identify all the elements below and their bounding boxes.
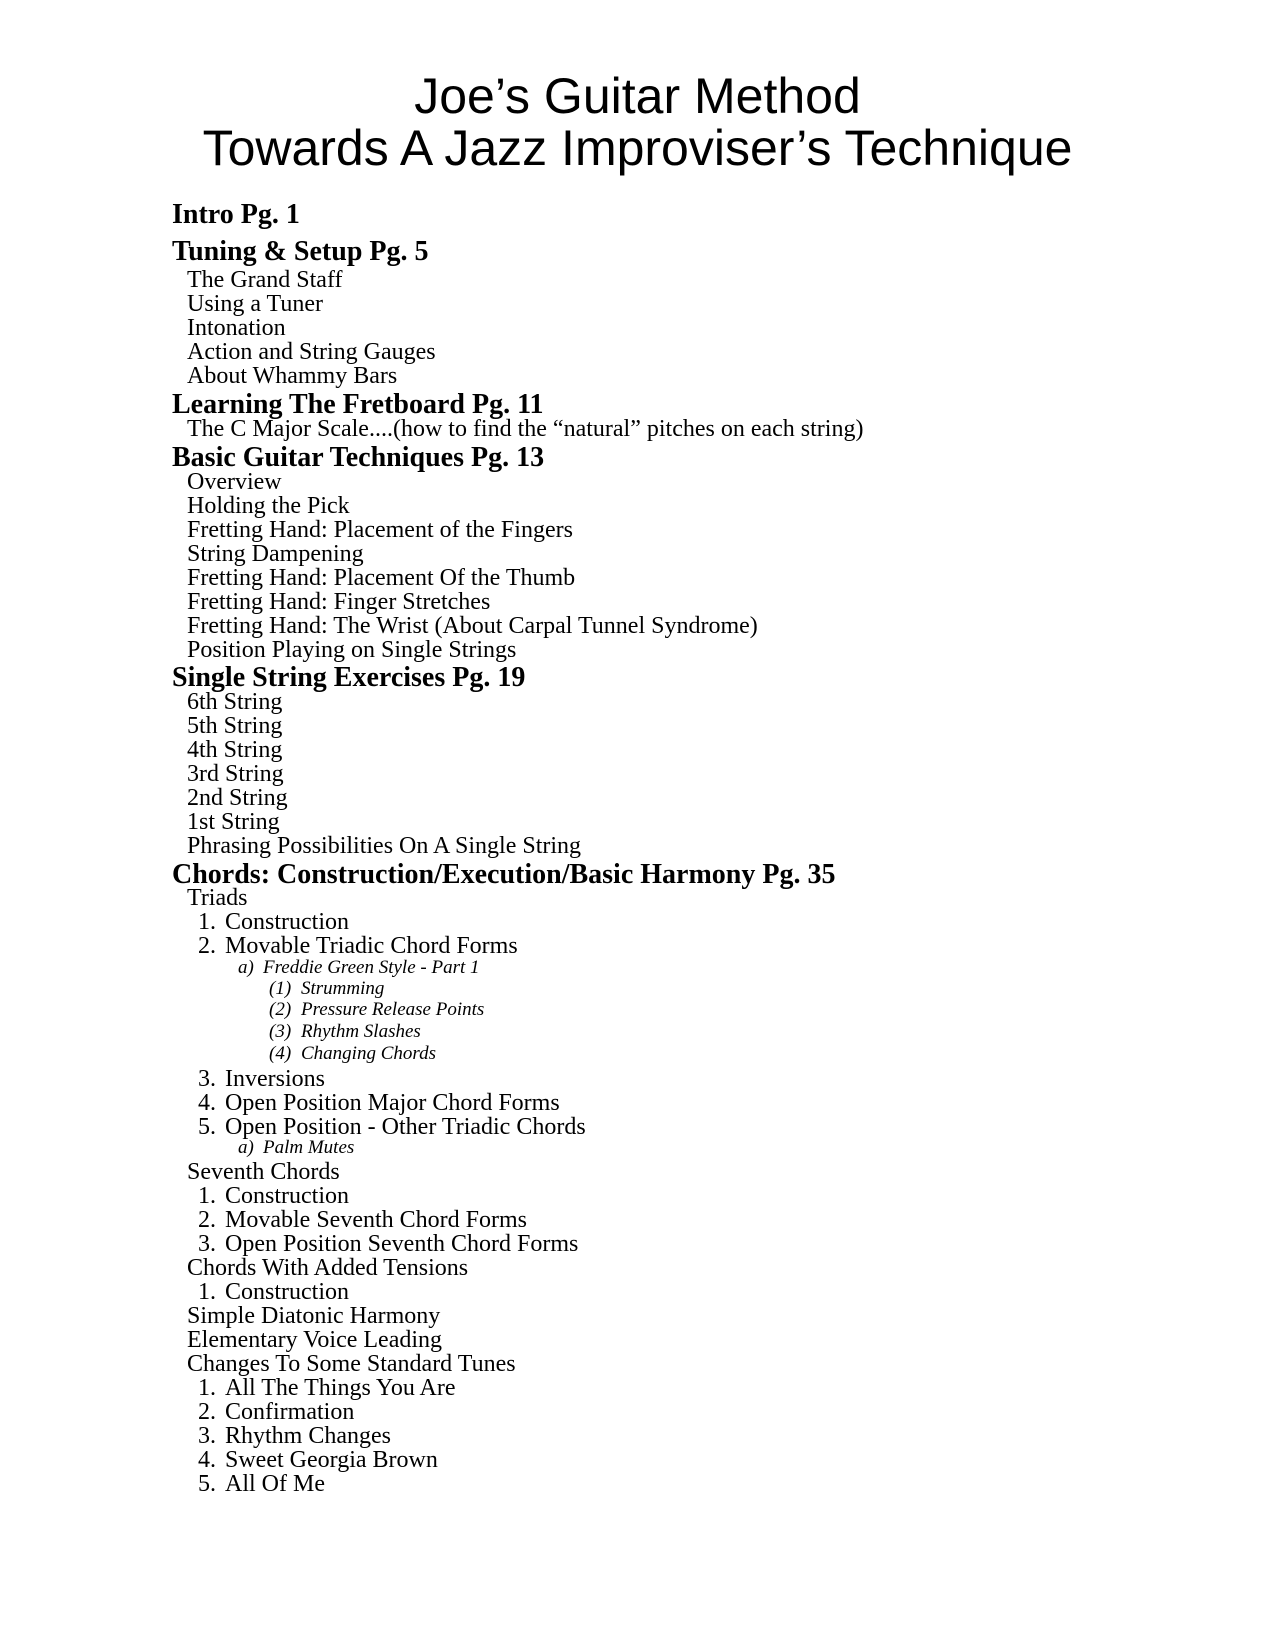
toc-text: Confirmation: [225, 1399, 355, 1425]
toc-text: Fretting Hand: Placement of the Fingers: [187, 517, 573, 543]
toc-text: Inversions: [225, 1066, 325, 1092]
toc-text: Holding the Pick: [187, 493, 350, 519]
toc-text: Strumming: [301, 978, 385, 999]
toc-marker: 1.: [198, 1375, 216, 1401]
toc-text: Action and String Gauges: [187, 339, 436, 365]
toc-text: Learning The Fretboard Pg. 11: [172, 389, 544, 420]
toc-text: Chords: Construction/Execution/Basic Harmony Pg. 35: [172, 859, 836, 890]
toc-text: Basic Guitar Techniques Pg. 13: [172, 442, 545, 473]
toc-marker: a): [238, 1137, 254, 1158]
toc-text: Elementary Voice Leading: [187, 1327, 443, 1353]
toc-text: All Of Me: [225, 1471, 325, 1497]
toc-text: All The Things You Are: [225, 1375, 456, 1401]
toc-marker: 1.: [198, 1183, 216, 1209]
toc-marker: 2.: [198, 1207, 216, 1233]
toc-text: Position Playing on Single Strings: [187, 637, 517, 663]
toc-text: String Dampening: [187, 541, 364, 567]
toc-text: Fretting Hand: The Wrist (About Carpal Tunnel Syndrome): [187, 613, 758, 639]
toc-text: Open Position - Other Triadic Chords: [225, 1114, 586, 1140]
toc-text: The C Major Scale....(how to find the “natural” pitches on each string): [187, 416, 864, 442]
toc-marker: (3): [269, 1021, 292, 1042]
toc-text: Rhythm Slashes: [301, 1021, 421, 1042]
toc-text: Chords With Added Tensions: [187, 1255, 469, 1281]
toc-text: Construction: [225, 1183, 349, 1209]
toc-text: 2nd String: [187, 785, 288, 811]
toc-marker: 1.: [198, 1279, 216, 1305]
toc-text: Tuning & Setup Pg. 5: [172, 236, 429, 267]
toc-marker: 5.: [198, 1114, 216, 1140]
toc-text: Phrasing Possibilities On A Single String: [187, 833, 582, 859]
toc-text: Changes To Some Standard Tunes: [187, 1351, 516, 1377]
toc-text: Movable Triadic Chord Forms: [225, 933, 518, 959]
toc-marker: 5.: [198, 1471, 216, 1497]
title-line-2: Towards A Jazz Improviser’s Technique: [202, 120, 1073, 176]
toc-text: About Whammy Bars: [187, 363, 398, 389]
toc-marker: 3.: [198, 1066, 216, 1092]
toc-marker: 2.: [198, 933, 216, 959]
toc-text: 3rd String: [187, 761, 284, 787]
toc-text: Single String Exercises Pg. 19: [172, 662, 526, 693]
toc-text: Triads: [187, 885, 248, 911]
toc-marker: a): [238, 957, 254, 978]
toc-text: Simple Diatonic Harmony: [187, 1303, 441, 1329]
toc-text: Construction: [225, 909, 349, 935]
title-line-1: Joe’s Guitar Method: [414, 68, 861, 124]
toc-text: Open Position Major Chord Forms: [225, 1090, 560, 1116]
toc-text: Changing Chords: [301, 1043, 436, 1064]
toc-marker: (2): [269, 999, 292, 1020]
toc-marker: 2.: [198, 1399, 216, 1425]
toc-text: Open Position Seventh Chord Forms: [225, 1231, 579, 1257]
toc-text: Sweet Georgia Brown: [225, 1447, 438, 1473]
toc-text: 5th String: [187, 713, 283, 739]
toc-text: Fretting Hand: Finger Stretches: [187, 589, 491, 615]
toc-text: Freddie Green Style - Part 1: [263, 957, 480, 978]
toc-text: Movable Seventh Chord Forms: [225, 1207, 527, 1233]
toc-text: 6th String: [187, 689, 283, 715]
toc-text: Fretting Hand: Placement Of the Thumb: [187, 565, 576, 591]
toc-marker: 1.: [198, 909, 216, 935]
toc-text: 1st String: [187, 809, 280, 835]
toc-marker: 4.: [198, 1090, 216, 1116]
toc-text: 4th String: [187, 737, 283, 763]
toc-text: The Grand Staff: [187, 267, 343, 293]
toc-text: Seventh Chords: [187, 1159, 340, 1185]
toc-text: Intro Pg. 1: [172, 199, 300, 230]
toc-text: Palm Mutes: [263, 1137, 355, 1158]
toc-text: Overview: [187, 469, 282, 495]
toc-text: Pressure Release Points: [301, 999, 485, 1020]
toc-marker: 3.: [198, 1423, 216, 1449]
toc-marker: 4.: [198, 1447, 216, 1473]
toc-text: Using a Tuner: [187, 291, 324, 317]
toc-text: Intonation: [187, 315, 286, 341]
toc-text: Rhythm Changes: [225, 1423, 391, 1449]
toc-text: Construction: [225, 1279, 349, 1305]
toc-marker: (1): [269, 978, 292, 999]
toc-marker: 3.: [198, 1231, 216, 1257]
toc-marker: (4): [269, 1043, 292, 1064]
